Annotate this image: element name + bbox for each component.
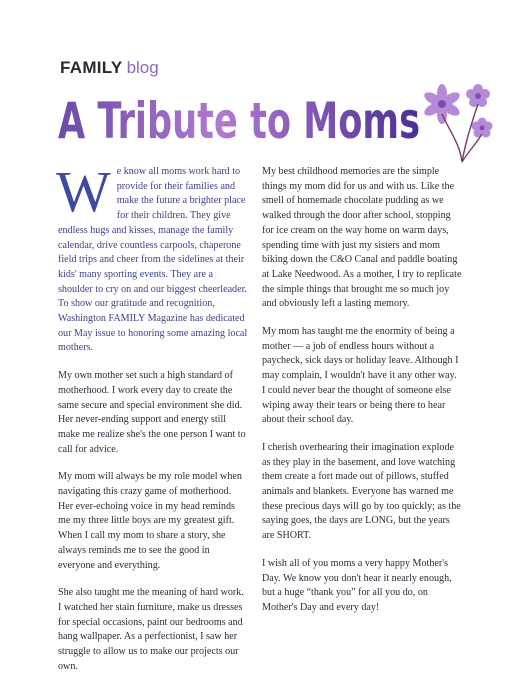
article-paragraph xyxy=(56,159,248,356)
page-title xyxy=(58,80,438,160)
drop-cap: W xyxy=(56,159,111,224)
article-paragraph: My best childhood memories are the simple things my mom did for us and with us. Like the smell of homemade chocolate pudding as we walked through the door after school, stopping for ice cream on the way home on warm days, spending time with just my sisters and mom biking down the C&O Canal and paddle boating at Lake Needwood. As a mother, I try to replicate the simple things that brought me so much joy and obviously left a lasting memory. xyxy=(262,166,462,310)
article-paragraph: My mom has taught me the enormity of being a mother — a job of endless hours without a paycheck, sick days or holiday leave. Although I may complain, I wouldn't have it any other way. I could never bear the thought of someone else wiping away their tears or being there to hear about their school day. xyxy=(262,326,459,426)
page-title-text: A Tribute to Moms xyxy=(58,92,420,150)
article-paragraph: I wish all of you moms a very happy Mother's Day. We know you don't hear it nearly enough, but a huge “thank you” for all you do, on Mother's Day and every day! xyxy=(262,557,452,613)
article-paragraph: My mom will always be my role model when navigating this crazy game of motherhood. Her ever-echoing voice in my head reminds me my three little boys are my greatest gift. When I call my mom to share a story, she always reminds me to see the good in everyone and everything. xyxy=(58,471,242,571)
article-paragraph: I cherish overhearing their imagination explode as they play in the basement, and love watching them create a fort made out of pillows, stuffed animals and blankets. Everyone has warned me these precious days will go by too quickly; as the saying goes, the days are LONG, but the years are SHORT. xyxy=(262,441,461,542)
article-paragraph: My own mother set such a high standard of motherhood. I work every day to create the same secure and special environment she did. Her never-ending support and energy still make me realize she's the one person I want to call for advice. xyxy=(58,370,246,455)
article-paragraph: She also taught me the meaning of hard work. I watched her stain furniture, make us dresses for special occasions, paint our bedrooms and hang wallpaper. As a perfectionist, I saw her struggle to allow us to make our projects our own. xyxy=(58,587,244,672)
brand-family: FAMILY xyxy=(60,58,123,77)
article-column-right xyxy=(262,165,462,629)
blog-brand xyxy=(60,58,159,78)
brand-blog: blog xyxy=(126,58,159,77)
lead-text: e know all moms work hard to provide for their families and make the future a brighter place for their children. They give endless hugs and kisses, manage the family calendar, drive countless carpools, chaperone field trips and cheer from the sidelines at their kids' many sporting events. They are a shoulder to cry on and our biggest cheerleader. To show our gratitude and recognition, Washington FAMILY Magazine has dedicated our May issue to honoring some amazing local mothers. xyxy=(58,166,248,354)
article-column-left xyxy=(56,159,248,688)
flower-icon xyxy=(420,82,498,164)
